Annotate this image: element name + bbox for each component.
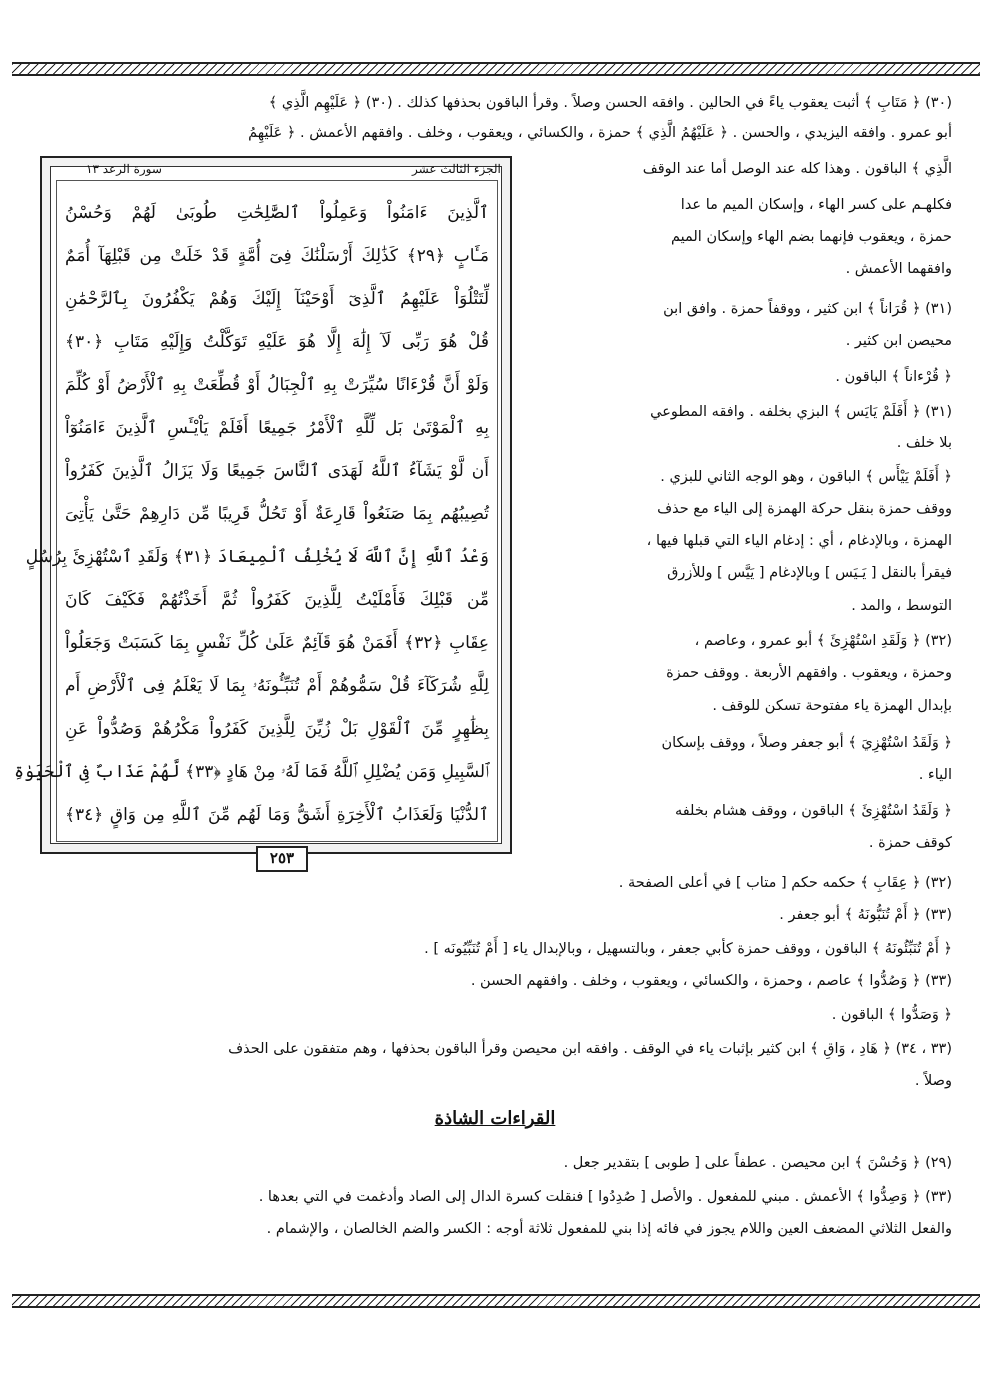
bottom-line: وصلاً .	[914, 1073, 952, 1089]
bottom-decorative-border	[12, 1294, 980, 1308]
juz-header: الجزء الثالث عشر	[412, 162, 501, 176]
side-line: ووقف حمزة بنقل حركة الهمزة إلى الياء مع حذف	[657, 501, 952, 517]
quran-line: بِظَٰهِرٍ مِّنَ ٱلْقَوْلِ بَلْ زُيِّنَ لِلَّذِينَ كَفَرُواْ مَكْرُهُمْ وَصُدُّواْ عَنِ	[65, 719, 489, 739]
quran-text-panel	[14, 156, 512, 854]
side-line: بلا خلف .	[896, 435, 952, 451]
quran-line: مَـَٔابٍ ﴿٢٩﴾ كَذَٰلِكَ أَرْسَلْنَٰكَ فِىٓ أُمَّةٍ قَدْ خَلَتْ مِن قَبْلِهَآ أُمَمٌ	[65, 246, 490, 266]
bottom-line: (٣٣) ﴿ وَصُدُّوا ﴾ عاصم ، وحمزة ، والكسائي ، ويعقوب ، وخلف . وافقهم الحسن .	[470, 973, 952, 989]
bottom-line: (٣٣) ﴿ أَمْ تُنَبُّونَهُ ﴾ أبو جعفر .	[779, 907, 952, 923]
side-line: ﴿ وَلَقَدُ اسْتُهْزِيَ ﴾ أبو جعفر وصلاً ، ووقف بإسكان	[661, 735, 952, 751]
side-line: (٣١) ﴿ أَفَلَمْ يَايَس ﴾ البزي بخلفه . وافقه المطوعي	[650, 404, 952, 420]
top-line-2: أبو عمرو . وافقه اليزيدي ، والحسن . ﴿ عَلَيْهُمُ الَّذِي ﴾ حمزة ، والكسائي ، ويعقوب ، وخلف . وافقهم الأعمش . ﴿ عَلَيْهِمُ	[248, 125, 952, 141]
side-line: حمزة ، ويعقوب فإنهما بضم الهاء وإسكان الميم	[670, 229, 952, 245]
side-line: محيصن ابن كثير .	[845, 333, 952, 349]
quran-line: تُصِيبُهُم بِمَا صَنَعُواْ قَارِعَةٌ أَوْ تَحُلُّ قَرِيبًا مِّن دَارِهِمْ حَتَّىٰ يَأْتِىَ	[65, 504, 489, 524]
quran-line: عِقَابِ ﴿٣٢﴾ أَفَمَنْ هُوَ قَآئِمٌ عَلَىٰ كُلِّ نَفْسٍ بِمَا كَسَبَتْ وَجَعَلُواْ	[65, 633, 489, 653]
side-line: (٣٢) ﴿ وَلَقَدِ اسْتُهْزِئَ ﴾ أبو عمرو ، وعاصم ،	[694, 633, 952, 649]
quran-line: ٱلسَّبِيلِ وَمَن يُضْلِلِ ٱللَّهُ فَمَا لَهُۥ مِنْ هَادٍ ﴿٣٣﴾ لَّهُمْ عَذَابٌ فِى ٱلْحَيَوٰةِ	[14, 762, 489, 782]
side-line: وافقهما الأعمش .	[845, 261, 952, 277]
bottom-line: ﴿ أَمْ تُنَبِّئُونَهُ ﴾ الباقون ، ووقف حمزة كأبي جعفر ، وبالتسهيل ، وبالإبدال ياء [ أَمْ تُنَبِّيُونَه ] .	[424, 941, 952, 957]
side-line: بإبدال الهمزة ياء مفتوحة تسكن للوقف .	[712, 698, 952, 714]
shadhah-line: (٣٣) ﴿ وَصِدُّوا ﴾ الأعمش . مبني للمفعول . والأصل [ صُدِدُوا ] فنقلت كسرة الدال إلى الصاد وأدغمت في التي بعدها .	[258, 1189, 952, 1205]
quran-inner-frame	[14, 180, 498, 842]
bottom-line: (٣٢) ﴿ عِقَابِ ﴾ حكمه حكم [ متاب ] في أعلى الصفحة .	[618, 875, 952, 891]
quran-line: مِّن قَبْلِكَ فَأَمْلَيْتُ لِلَّذِينَ كَفَرُواْ ثُمَّ أَخَذْتُهُمْ فَكَيْفَ كَانَ	[65, 590, 489, 610]
quran-line: وَعْدُ ٱللَّهِ إِنَّ ٱللَّهَ لَا يُخْلِفُ ٱلْمِيعَادَ ﴿٣١﴾ وَلَقَدِ ٱسْتُهْزِئَ بِرُسُلٍ	[25, 547, 489, 567]
quran-line: قُلْ هُوَ رَبِّى لَآ إِلَٰهَ إِلَّا هُوَ عَلَيْهِ تَوَكَّلْتُ وَإِلَيْهِ مَتَابِ ﴿٣٠﴾	[65, 332, 489, 352]
top-decorative-border	[12, 62, 980, 76]
quran-line: ٱلدُّنْيَا وَلَعَذَابُ ٱلْأَخِرَةِ أَشَقُّ وَمَا لَهُم مِّنَ ٱللَّهِ مِن وَاقٍ ﴿٣٤﴾	[65, 805, 489, 825]
top-line-1: (٣٠) ﴿ مَتَابِ ﴾ أثبت يعقوب ياءً في الحالين . وافقه الحسن وصلاً . وقرأ الباقون بحذفها كذلك . (٣٠) ﴿ عَلَيْهِم الَّذِي ﴾	[268, 95, 952, 111]
quran-line: أَن لَّوْ يَشَآءُ ٱللَّهُ لَهَدَى ٱلنَّاسَ جَمِيعًا وَلَا يَزَالُ ٱلَّذِينَ كَفَرُواْ	[65, 461, 489, 481]
quran-line: وَلَوْ أَنَّ قُرْءَانًا سُيِّرَتْ بِهِ ٱلْجِبَالُ أَوْ قُطِّعَتْ بِهِ ٱلْأَرْضُ أَوْ كُلِّمَ	[65, 375, 489, 395]
side-line: (٣١) ﴿ قُرَاناً ﴾ ابن كثير ، ووقفاً حمزة . وافق ابن	[663, 301, 952, 317]
shadhah-line: (٢٩) ﴿ وَحُسْنَ ﴾ ابن محيصن . عطفاً على [ طوبى ] بتقدير جعل .	[563, 1155, 952, 1171]
side-line: التوسط ، والمد .	[851, 598, 952, 614]
quran-line: لِّتَتْلُوَاْ عَلَيْهِمُ ٱلَّذِىٓ أَوْحَيْنَآ إِلَيْكَ وَهُمْ يَكْفُرُونَ بِٱلرَّحْمَٰنِ	[65, 289, 489, 309]
side-line: كوقف حمزة .	[868, 835, 952, 851]
page-number: ٢٥٣	[256, 846, 308, 872]
side-line: ﴿ قُرْءاناً ﴾ الباقون .	[835, 369, 952, 385]
side-line: فيقرأ بالنقل [ يَـيَس ] وبالإدغام [ يَيَّس ] وللأزرق	[667, 565, 952, 581]
bottom-line: ﴿ وَصَدُّوا ﴾ الباقون .	[831, 1007, 952, 1023]
side-line: الَّذِي ﴾ الباقون . وهذا كله عند الوصل أما عند الوقف	[642, 161, 952, 177]
bottom-line: (٣٣ ، ٣٤) ﴿ هَادِ ، وَاقِ ﴾ ابن كثير بإثبات ياء في الوقف . وافقه ابن محيصن وقرأ الباقون بحذفها ، وهم متفقون على الحذف	[228, 1041, 952, 1057]
quran-line: بِهِ ٱلْمَوْتَىٰ بَل لِّلَّهِ ٱلْأَمْرُ جَمِيعًا أَفَلَمْ يَاْيْـَٔسِ ٱلَّذِينَ ءَامَنُوٓاْ	[65, 418, 489, 438]
surah-header: سورة الرعد ١٣	[86, 162, 162, 176]
side-line: ﴿ وَلَقَدُ اسْتُهْزِئَ ﴾ الباقون ، ووقف هشام بخلفه	[674, 803, 952, 819]
side-line: الهمزة ، وبالإدغام ، أي : إدغام الياء التي قبلها فيها ،	[646, 533, 952, 549]
quran-line: لِلَّهِ شُرَكَآءَ قُلْ سَمُّوهُمْ أَمْ تُنَبِّـُٔونَهُۥ بِمَا لَا يَعْلَمُ فِى ٱلْأَرْضِ أَم	[65, 676, 489, 696]
shadhah-heading: القراءات الشاذة	[434, 1108, 556, 1129]
shadhah-line: والفعل الثلاثي المضعف العين واللام يجوز في فائه إذا بني للمفعول ثلاثة أوجه : الكسر والضم الخالصان ، والإشمام .	[266, 1221, 952, 1237]
quran-line: ٱلَّذِينَ ءَامَنُواْ وَعَمِلُواْ ٱلصَّٰلِحَٰتِ طُوبَىٰ لَهُمْ وَحُسْنُ	[65, 203, 489, 223]
side-line: فكلهـم على كسر الهاء ، وإسكان الميم ما عدا	[680, 197, 952, 213]
side-line: وحمزة ، ويعقوب . وافقهم الأربعة . ووقف حمزة	[666, 665, 952, 681]
side-line: ﴿ أَفَلَمْ يَيْأَس ﴾ الباقون ، وهو الوجه الثاني للبزي .	[660, 469, 952, 485]
side-line: الياء .	[918, 767, 952, 783]
